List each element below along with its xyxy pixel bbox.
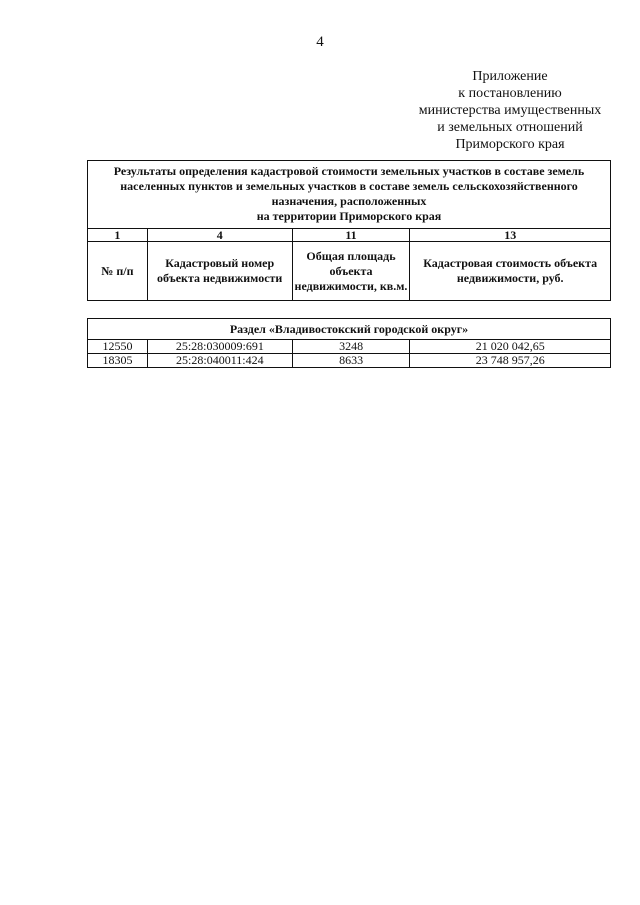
cell-area: 8633 bbox=[292, 354, 410, 368]
cell-row-number: 12550 bbox=[88, 340, 148, 354]
section-title: Раздел «Владивостокский городской округ» bbox=[88, 319, 611, 340]
cell-area: 3248 bbox=[292, 340, 410, 354]
cell-cadastral-value: 21 020 042,65 bbox=[410, 340, 611, 354]
cell-cadastral-value: 23 748 957,26 bbox=[410, 354, 611, 368]
column-number: 4 bbox=[147, 229, 292, 242]
appendix-line: Приморского края bbox=[455, 137, 565, 152]
cell-row-number: 18305 bbox=[88, 354, 148, 368]
appendix-block bbox=[400, 68, 620, 153]
cadastral-data-table bbox=[87, 318, 611, 368]
header-cadastral-number: Кадастровый номер объекта недвижимости bbox=[147, 242, 292, 301]
appendix-line: и земельных отношений bbox=[437, 120, 583, 135]
cadastral-header-table bbox=[87, 160, 611, 301]
column-number-row bbox=[88, 229, 611, 242]
column-number: 13 bbox=[410, 229, 611, 242]
appendix-line: министерства имущественных bbox=[418, 103, 602, 118]
appendix-line: Приложение bbox=[472, 69, 548, 84]
cell-cadastral-number: 25:28:030009:691 bbox=[147, 340, 292, 354]
header-row-number: № п/п bbox=[88, 242, 148, 301]
table-title: Результаты определения кадастровой стоимости земельных участков в составе земель населенных пунктов и земельных участков в составе земель сельскохозяйственного назначения, расположенных на территории Приморского края bbox=[88, 161, 611, 229]
column-number: 1 bbox=[88, 229, 148, 242]
appendix-line: к постановлению bbox=[458, 86, 562, 101]
column-header-row bbox=[88, 242, 611, 301]
table-row bbox=[88, 354, 611, 368]
header-area: Общая площадь объекта недвижимости, кв.м. bbox=[292, 242, 410, 301]
column-number: 11 bbox=[292, 229, 410, 242]
header-cadastral-value: Кадастровая стоимость объекта недвижимости, руб. bbox=[410, 242, 611, 301]
page-number: 4 bbox=[316, 34, 324, 50]
cell-cadastral-number: 25:28:040011:424 bbox=[147, 354, 292, 368]
table-row bbox=[88, 340, 611, 354]
